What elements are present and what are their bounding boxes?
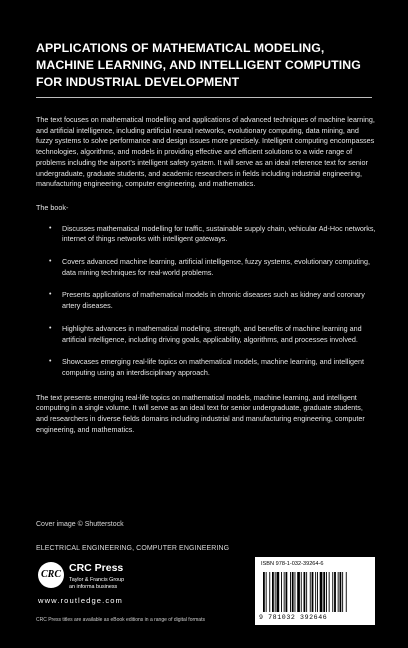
bullet-icon: • [49,224,52,232]
outro-paragraph: The text presents emerging real-life topics on mathematical models, machine learning, and intelligent computing in a single volume. It will serve as an ideal text for senior undergraduate, graduate students, and researchers in diverse fields domains including industrial and manufacturing engineering, computer engineering, and mathematics. [36,392,365,434]
feature-list [36,224,376,379]
publisher-name: CRC Press [69,562,124,574]
barcode-bar [281,572,282,612]
bullet-icon: • [49,358,52,366]
barcode-bar [304,572,306,612]
back-cover-description [36,115,376,435]
list-item [36,357,376,378]
cover-credit: Cover image © Shutterstock [36,521,124,528]
isbn-label: ISBN 978-1-032-39264-6 [261,561,324,567]
bullet-icon: • [49,291,52,299]
barcode-bar [269,572,270,612]
barcode-bar [317,572,318,612]
title-line: FOR INDUSTRIAL DEVELOPMENT [36,75,240,89]
list-item-text: Presents applications of mathematical models in chronic diseases such as kidney and coronary artery diseases. [62,290,365,311]
title-line: MACHINE LEARNING, AND INTELLIGENT COMPUTING [36,58,361,72]
list-item [36,290,376,311]
barcode-bar [342,572,343,612]
barcode-bar [312,572,314,612]
barcode-bar [315,572,316,612]
list-item-text: Discusses mathematical modelling for traffic, sustainable supply chain, vehicular Ad-Hoc networks, internet of things networks with intelligent gateways. [62,223,376,244]
barcode-icon [263,572,367,612]
list-item [36,257,376,278]
barcode-bar [275,572,276,612]
barcode-bar [272,572,274,612]
barcode-bar [277,572,280,612]
title-line: APPLICATIONS OF MATHEMATICAL MODELING, [36,41,325,55]
barcode-bar [329,572,330,612]
barcode-bar [340,572,342,612]
barcode-bar [284,572,285,612]
ebook-note: CRC Press titles are available as eBook editions in a range of digital formats [36,617,205,623]
barcode-bar [286,572,288,612]
list-item [36,324,376,345]
barcode-bar [290,572,291,612]
barcode-bar [346,572,347,612]
barcode-bar [306,572,307,612]
barcode-bar [326,572,327,612]
list-item-text: Showcases emerging real-life topics on mathematical models, machine learning, and intelligent computing using an interdisciplinary approach. [62,357,365,377]
barcode-digits: 9 781032 392646 [259,614,328,621]
bullet-icon: • [49,324,52,332]
book-title [36,40,376,91]
publisher-group: Taylor & Francis Group [69,577,125,583]
barcode-bar [338,572,339,612]
subject-category: ELECTRICAL ENGINEERING, COMPUTER ENGINEERING [36,545,230,552]
barcode-bar [301,572,302,612]
publisher-block [69,563,124,591]
book-lead: The book- [36,202,69,212]
bullet-icon: • [49,258,52,266]
barcode-bar [292,572,294,612]
barcode-bar [323,572,325,612]
intro-paragraph: The text focuses on mathematical modelling and applications of advanced techniques of machine learning, and artificial intelligence, including artificial neural networks, evolutionary computing, data mining, and fuzzy systems to solve performance and design issues more precisely. Intelligent computing encompasses technologies, algorithms, and models in providing effective and efficient solutions to a wide range of problems including the airport’s intelligent safety system. It will serve as an ideal reference text for senior undergraduate, graduate students, and academic researchers in fields including industrial engineering, manufacturing engineering, computer engineering, and mathematics. [36,115,375,189]
barcode-bar [310,572,311,612]
list-item [36,224,376,245]
barcode-bar [334,572,336,612]
list-item-text: Covers advanced machine learning, artificial intelligence, fuzzy systems, evolutionary computing, data mining techniques for real-world problems. [62,257,371,277]
barcode-bar [263,572,265,612]
barcode-bar [332,572,333,612]
barcode-bar [320,572,323,612]
title-divider [36,97,372,98]
crc-logo-icon: CRC [38,562,64,588]
publisher-parent: an informa business [69,584,118,590]
barcode-bar [266,572,267,612]
isbn-barcode-box [255,557,375,625]
barcode-bar [295,572,296,612]
barcode-bar [297,572,300,612]
publisher-website[interactable]: www.routledge.com [38,596,123,605]
list-item-text: Highlights advances in mathematical modeling, strength, and benefits of machine learning and artificial intelligence, including driving goals, applicability, algorithms, and processes involved. [62,323,362,344]
